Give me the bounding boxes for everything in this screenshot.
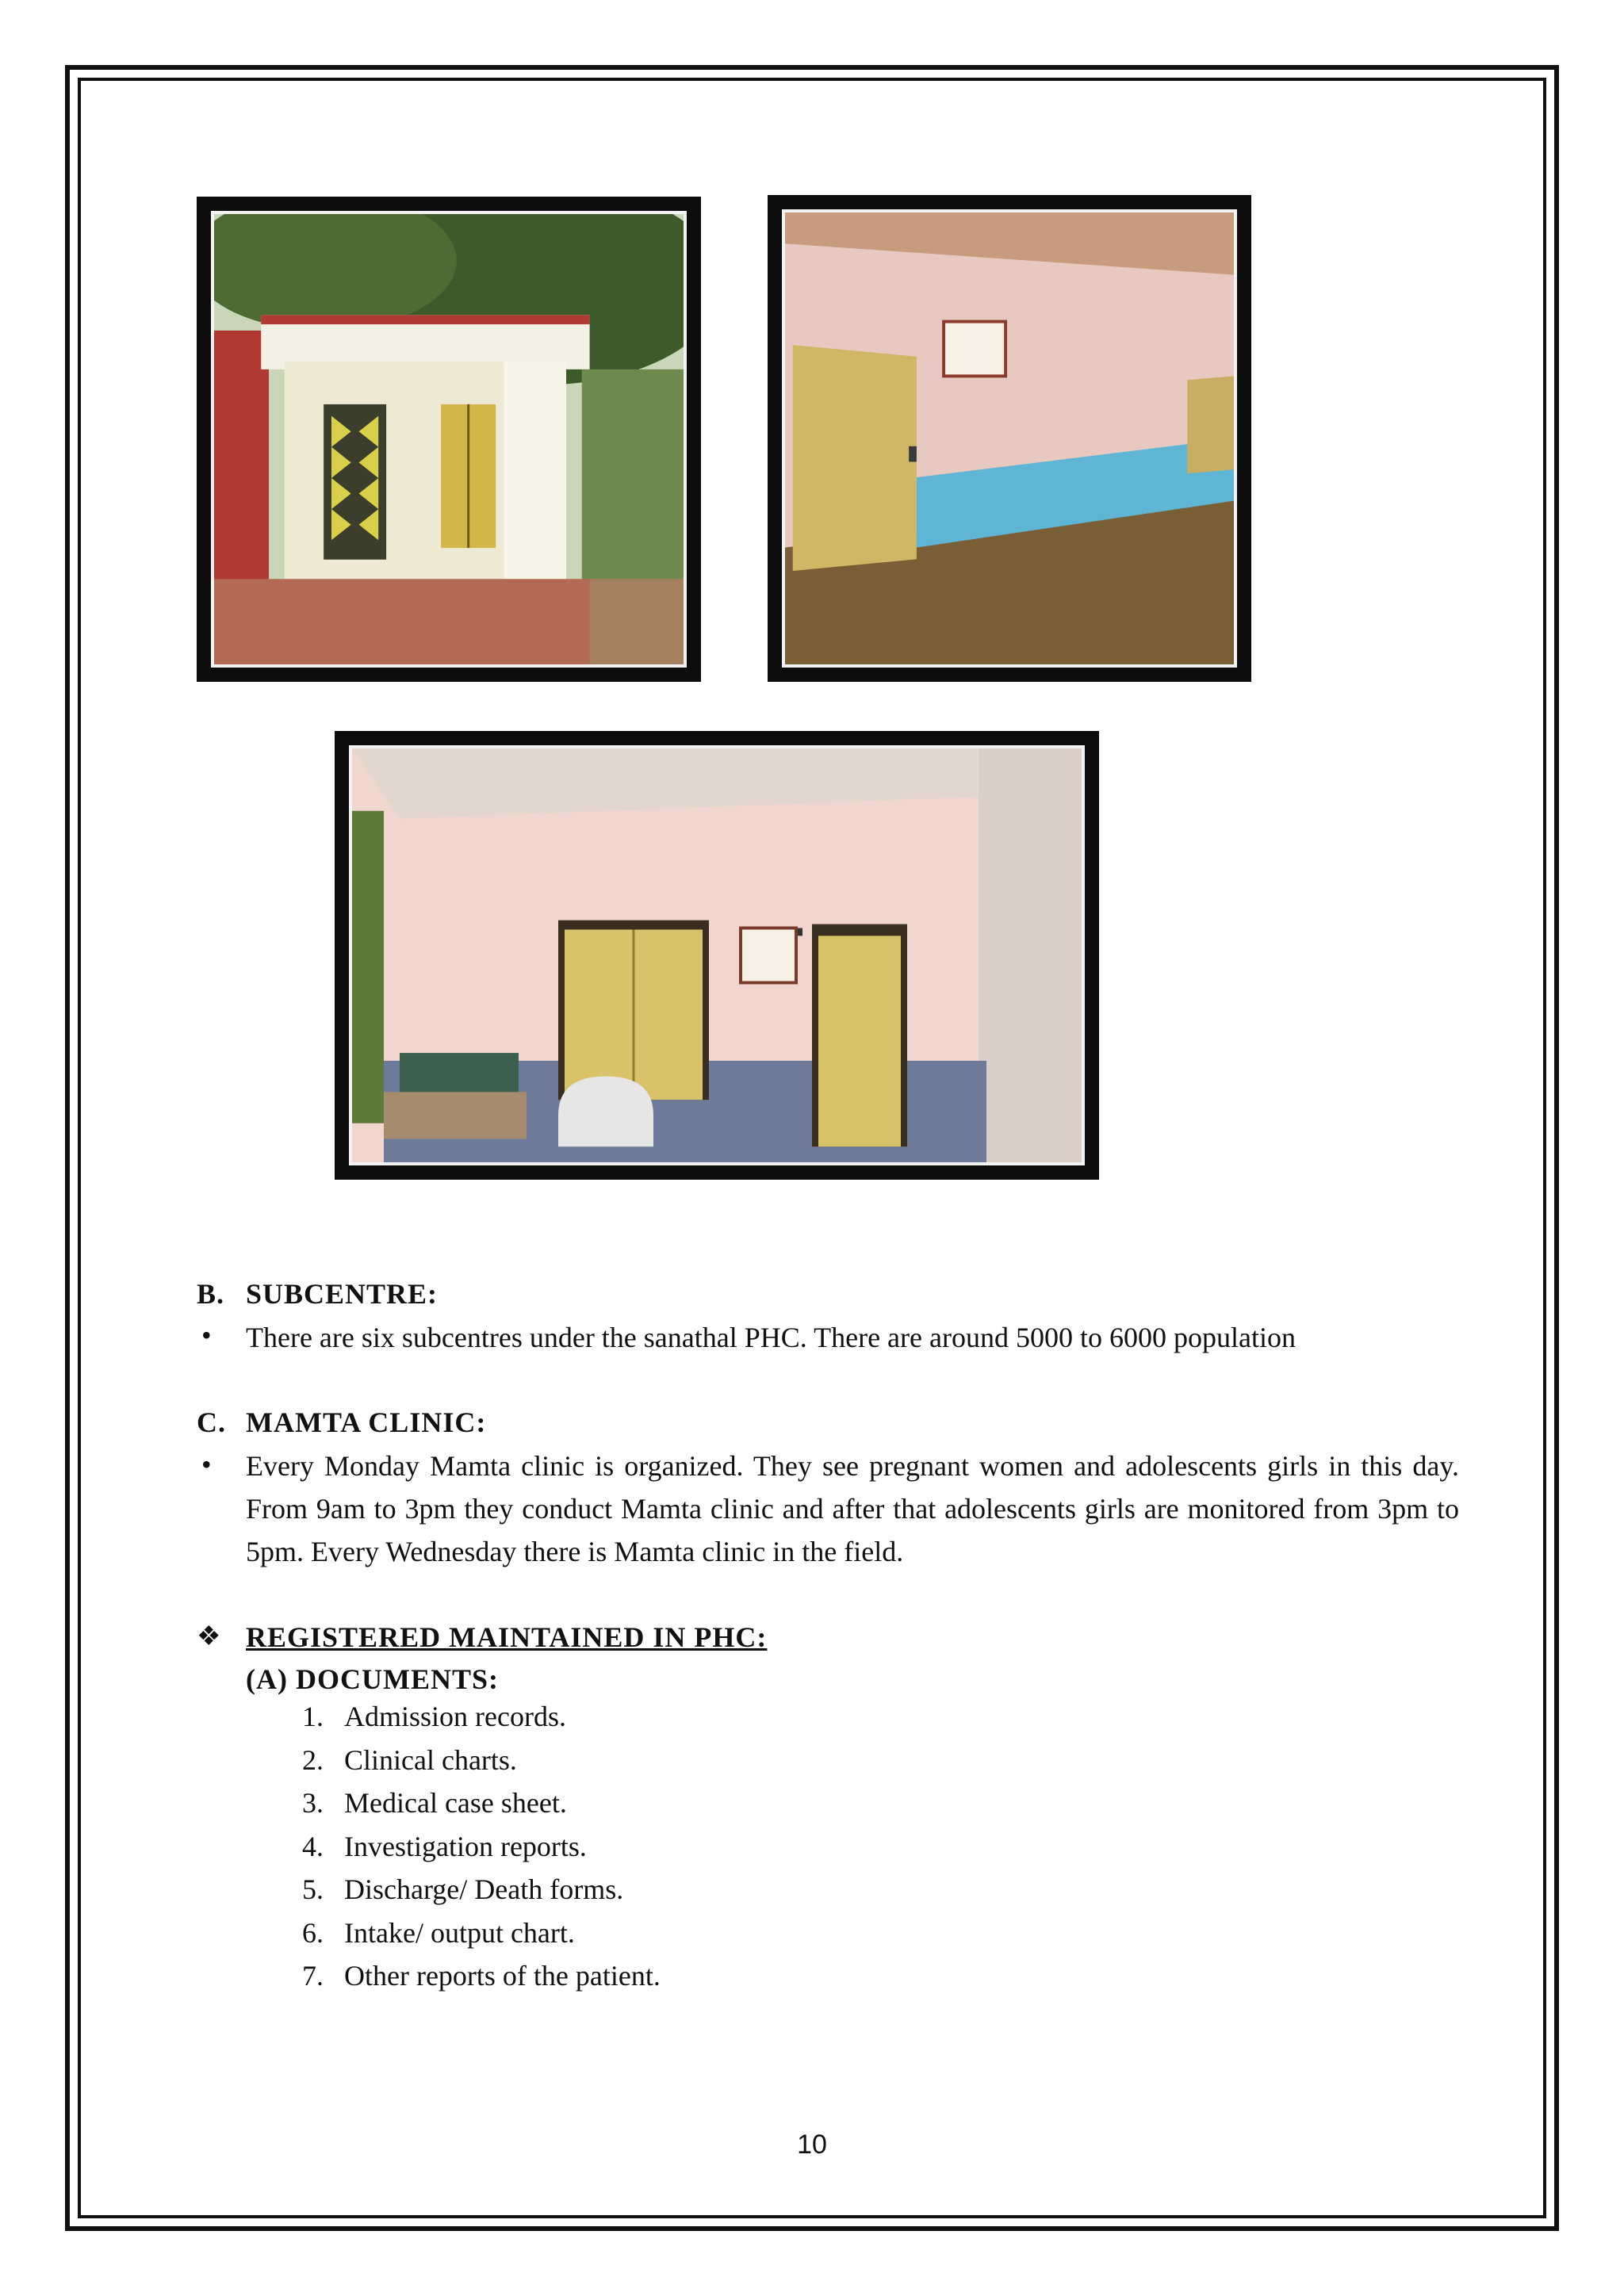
photo-building-front <box>335 731 1099 1180</box>
section-c-title: MAMTA CLINIC: <box>246 1406 487 1438</box>
list-item-number: 2. <box>302 1743 324 1776</box>
list-item-text: Other reports of the patient. <box>344 1960 661 1992</box>
subcentre-text: There are six subcentres under the sanathal PHC. There are around 5000 to 6000 population <box>246 1322 1296 1353</box>
wall-photo-illustration <box>785 212 1234 664</box>
section-b-letter: B. <box>197 1278 225 1310</box>
list-item-number: 7. <box>302 1960 324 1992</box>
list-item-number: 5. <box>302 1873 324 1905</box>
section-b-title: SUBCENTRE: <box>246 1278 439 1310</box>
list-item-text: Discharge/ Death forms. <box>344 1873 624 1905</box>
section-c-letter: C. <box>197 1406 226 1438</box>
page-number: 10 <box>797 2130 827 2160</box>
list-item-text: Intake/ output chart. <box>344 1916 575 1949</box>
list-item-text: Clinical charts. <box>344 1743 517 1776</box>
list-item-number: 1. <box>302 1701 324 1732</box>
building-photo-illustration <box>214 214 684 664</box>
bullet-dot-icon: • <box>201 1319 212 1351</box>
bullet-dot-icon: • <box>201 1448 212 1480</box>
list-item-number: 6. <box>302 1916 324 1949</box>
list-item-number: 4. <box>302 1830 324 1862</box>
list-item-text: Investigation reports. <box>344 1830 587 1862</box>
list-item-text: Medical case sheet. <box>344 1787 567 1819</box>
mamta-text: Every Monday Mamta clinic is organized. They see pregnant women and adolescents girls in this day. From 9am to 3pm they conduct Mamta clinic and after that adolescents girls are monitored from 3pm to 5pm. Every Wednesday there is Mamta clinic in the field. <box>246 1450 1459 1567</box>
documents-subheading: (A) DOCUMENTS: <box>246 1663 499 1695</box>
front-photo-illustration <box>352 748 1082 1162</box>
photo-interior-wall <box>768 195 1251 682</box>
list-item-number: 3. <box>302 1787 324 1819</box>
list-item-text: Admission records. <box>344 1701 566 1732</box>
photo-subcentre-building <box>197 197 701 682</box>
registers-title: REGISTERED MAINTAINED IN PHC: <box>246 1621 768 1653</box>
diamond-bullet-icon: ❖ <box>197 1622 221 1651</box>
